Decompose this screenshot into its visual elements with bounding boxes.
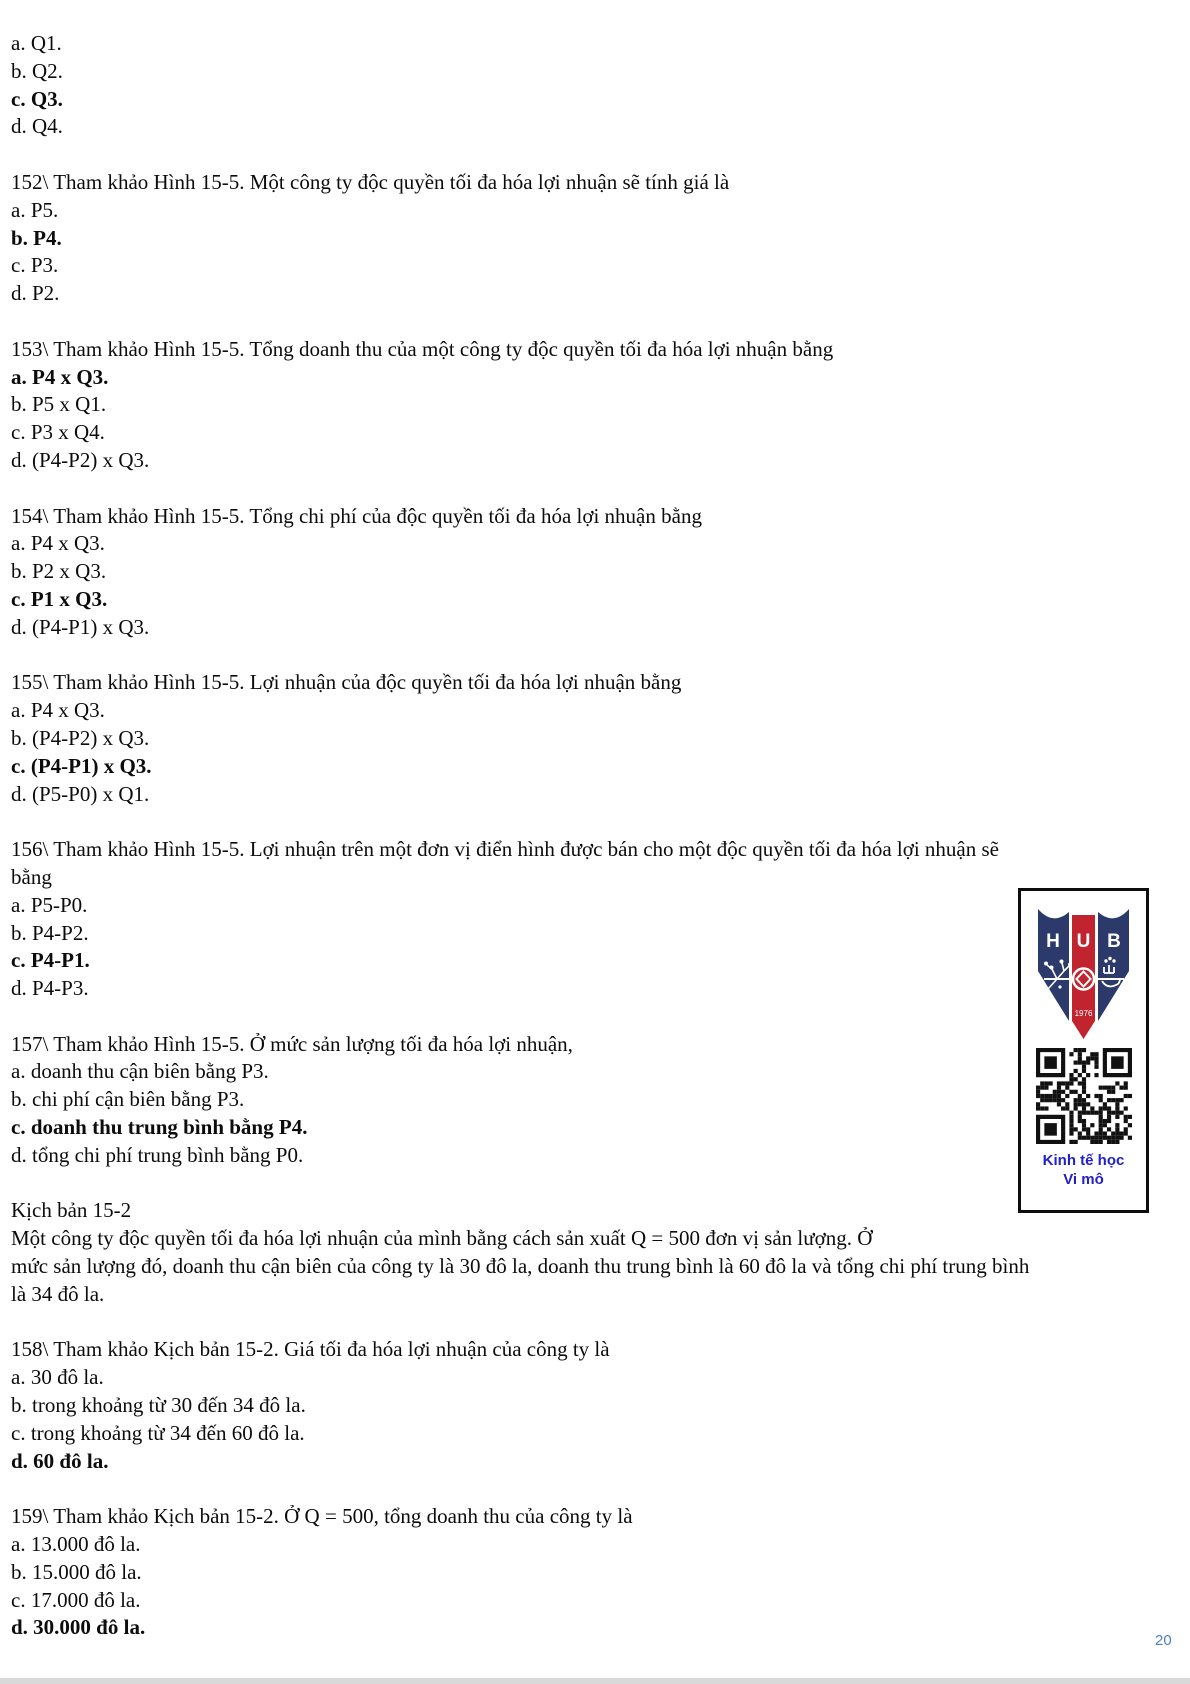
option-line: d. (P4-P1) x Q3. bbox=[11, 614, 150, 639]
option-line: a. P4 x Q3. bbox=[11, 531, 105, 556]
option-line-correct: c. P4-P1. bbox=[11, 948, 90, 973]
page-bottom-edge bbox=[0, 1678, 1190, 1684]
option-line: b. P5 x Q1. bbox=[11, 392, 107, 417]
option-line: b. P4-P2. bbox=[11, 920, 89, 945]
logo-letter-u: U bbox=[1076, 931, 1091, 952]
question-stem: 159\ Tham khảo Kịch bản 15-2. Ở Q = 500, tổng doanh thu của công ty là bbox=[11, 1504, 633, 1529]
option-line-correct: c. Q3. bbox=[11, 86, 63, 111]
qr-code bbox=[1036, 1048, 1132, 1144]
option-line: d. P4-P3. bbox=[11, 976, 89, 1001]
hub-logo-box bbox=[1018, 888, 1149, 1213]
blank-line bbox=[11, 141, 1181, 169]
question-157 bbox=[11, 1031, 1181, 1170]
option-line: a. P5-P0. bbox=[11, 892, 88, 917]
question-151-options bbox=[11, 30, 1181, 141]
option-line-correct: a. P4 x Q3. bbox=[11, 364, 109, 389]
question-stem-continued: bằng bbox=[11, 864, 52, 889]
logo-caption-line2: Vi mô bbox=[1063, 1171, 1104, 1188]
blank-line bbox=[11, 308, 1181, 336]
option-line-correct: c. (P4-P1) x Q3. bbox=[11, 753, 152, 778]
option-line: a. doanh thu cận biên bằng P3. bbox=[11, 1059, 269, 1084]
option-line: d. (P4-P2) x Q3. bbox=[11, 447, 150, 472]
option-line: c. P3 x Q4. bbox=[11, 420, 105, 445]
question-stem: 154\ Tham khảo Hình 15-5. Tổng chi phí của độc quyền tối đa hóa lợi nhuận bằng bbox=[11, 503, 702, 528]
blank-line bbox=[11, 808, 1181, 836]
option-line: c. 17.000 đô la. bbox=[11, 1587, 141, 1612]
blank-line bbox=[11, 1003, 1181, 1031]
option-line: b. trong khoảng từ 30 đến 34 đô la. bbox=[11, 1393, 306, 1418]
option-line: a. 13.000 đô la. bbox=[11, 1532, 141, 1557]
scenario-text-line: mức sản lượng đó, doanh thu cận biên của công ty là 30 đô la, doanh thu trung bình là 60 đô la và tổng chi phí trung bình bbox=[11, 1254, 1030, 1279]
option-line: a. Q1. bbox=[11, 31, 62, 55]
question-152 bbox=[11, 169, 1181, 308]
option-line: c. P3. bbox=[11, 253, 59, 278]
question-stem: 156\ Tham khảo Hình 15-5. Lợi nhuận trên một đơn vị điển hình được bán cho một độc quyền tối đa hóa lợi nhuận sẽ bbox=[11, 837, 999, 862]
question-stem: 157\ Tham khảo Hình 15-5. Ở mức sản lượng tối đa hóa lợi nhuận, bbox=[11, 1031, 573, 1056]
option-line-correct: c. doanh thu trung bình bằng P4. bbox=[11, 1115, 308, 1140]
option-line: a. P5. bbox=[11, 197, 59, 222]
question-stem: 153\ Tham khảo Hình 15-5. Tổng doanh thu của một công ty độc quyền tối đa hóa lợi nhuận bằng bbox=[11, 336, 834, 361]
blank-line bbox=[11, 642, 1181, 670]
option-line: a. 30 đô la. bbox=[11, 1365, 104, 1390]
blank-line bbox=[11, 1170, 1181, 1198]
scenario-text-line: là 34 đô la. bbox=[11, 1281, 105, 1306]
question-154 bbox=[11, 503, 1181, 642]
logo-caption bbox=[1043, 1151, 1125, 1189]
question-list bbox=[11, 30, 1181, 1642]
option-line: b. 15.000 đô la. bbox=[11, 1559, 142, 1584]
scenario-text-line: Một công ty độc quyền tối đa hóa lợi nhuận của mình bằng cách sản xuất Q = 500 đơn vị sản lượng. Ở bbox=[11, 1226, 873, 1251]
question-stem: 152\ Tham khảo Hình 15-5. Một công ty độc quyền tối đa hóa lợi nhuận sẽ tính giá là bbox=[11, 169, 730, 194]
option-line: d. Q4. bbox=[11, 114, 63, 139]
question-159 bbox=[11, 1503, 1181, 1642]
option-line: b. P2 x Q3. bbox=[11, 559, 107, 584]
option-line: b. chi phí cận biên bằng P3. bbox=[11, 1087, 245, 1112]
scenario-15-2 bbox=[11, 1197, 1181, 1308]
option-line-correct: d. 60 đô la. bbox=[11, 1448, 109, 1473]
option-line: d. (P5-P0) x Q1. bbox=[11, 781, 150, 806]
question-156 bbox=[11, 836, 1181, 1003]
question-stem: 158\ Tham khảo Kịch bản 15-2. Giá tối đa hóa lợi nhuận của công ty là bbox=[11, 1337, 610, 1362]
question-153 bbox=[11, 336, 1181, 475]
option-line: b. (P4-P2) x Q3. bbox=[11, 725, 150, 750]
blank-line bbox=[11, 475, 1181, 503]
question-158 bbox=[11, 1336, 1181, 1475]
option-line: c. trong khoảng từ 34 đến 60 đô la. bbox=[11, 1420, 305, 1445]
logo-letter-h: H bbox=[1046, 931, 1060, 952]
option-line: d. P2. bbox=[11, 281, 60, 306]
hub-shield-logo bbox=[1036, 899, 1131, 1043]
option-line-correct: b. P4. bbox=[11, 225, 62, 250]
option-line-correct: c. P1 x Q3. bbox=[11, 586, 108, 611]
blank-line bbox=[11, 1309, 1181, 1337]
page-number: 20 bbox=[1155, 1632, 1172, 1649]
logo-letter-b: B bbox=[1107, 931, 1121, 952]
logo-year: 1976 bbox=[1074, 1009, 1093, 1018]
question-155 bbox=[11, 669, 1181, 808]
option-line: a. P4 x Q3. bbox=[11, 698, 105, 723]
scenario-title: Kịch bản 15-2 bbox=[11, 1198, 132, 1223]
question-stem: 155\ Tham khảo Hình 15-5. Lợi nhuận của độc quyền tối đa hóa lợi nhuận bằng bbox=[11, 670, 682, 695]
logo-caption-line1: Kinh tế học bbox=[1042, 1152, 1125, 1169]
blank-line bbox=[11, 1475, 1181, 1503]
option-line-correct: d. 30.000 đô la. bbox=[11, 1615, 146, 1640]
option-line: d. tổng chi phí trung bình bằng P0. bbox=[11, 1142, 304, 1167]
option-line: b. Q2. bbox=[11, 58, 63, 83]
